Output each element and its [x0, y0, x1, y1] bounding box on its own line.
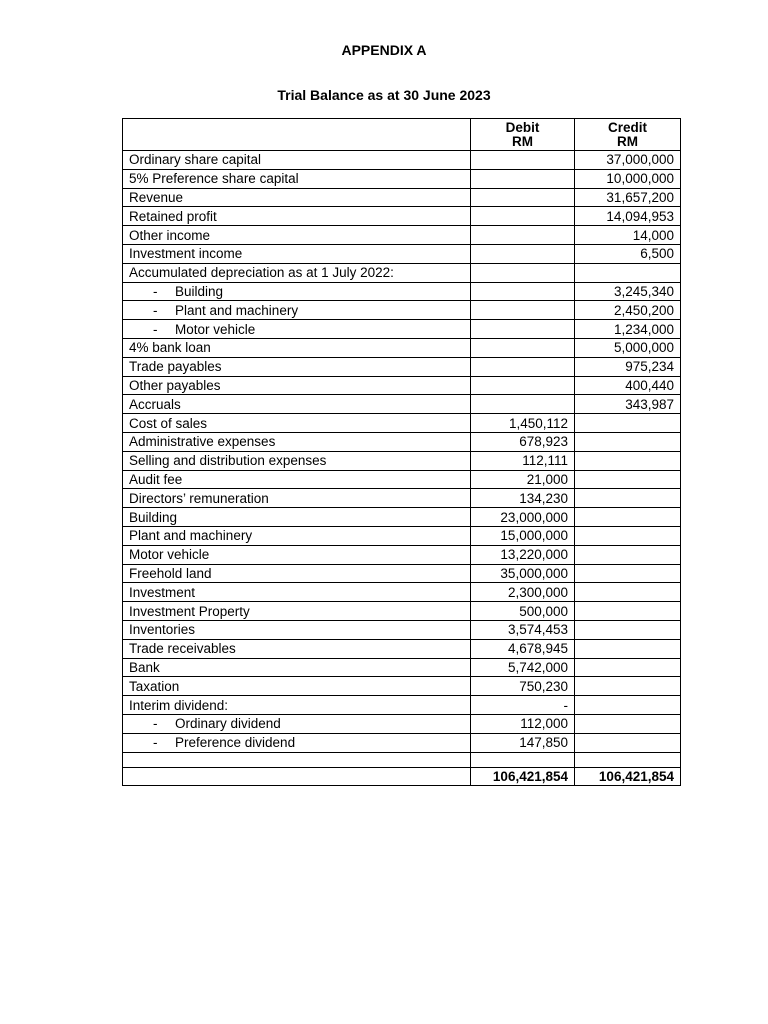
- credit-amount: 975,234: [575, 357, 681, 376]
- table-row: [123, 470, 681, 489]
- blank-cell: [575, 752, 681, 767]
- table-row: [123, 151, 681, 170]
- account-name: [123, 526, 471, 545]
- account-name: [123, 395, 471, 414]
- debit-amount: [471, 226, 575, 245]
- table-row: [123, 244, 681, 263]
- sub-item-marker: -: [153, 283, 158, 299]
- debit-header-unit: RM: [512, 134, 533, 149]
- account-label: Investment income: [129, 246, 243, 262]
- account-column-header: [123, 119, 471, 151]
- table-row: [123, 677, 681, 696]
- credit-amount: [575, 714, 681, 733]
- account-name: [123, 151, 471, 170]
- account-label: Audit fee: [129, 471, 183, 487]
- debit-amount: 21,000: [471, 470, 575, 489]
- debit-amount: 3,574,453: [471, 620, 575, 639]
- credit-header-unit: RM: [617, 134, 638, 149]
- account-name: [123, 282, 471, 301]
- debit-amount: 750,230: [471, 677, 575, 696]
- account-name: [123, 508, 471, 527]
- account-name: [123, 244, 471, 263]
- account-label: Trade payables: [129, 359, 222, 375]
- account-name: [123, 451, 471, 470]
- credit-amount: 10,000,000: [575, 169, 681, 188]
- account-label: Accumulated depreciation as at 1 July 2022:: [129, 265, 394, 281]
- blank-cell: [471, 752, 575, 767]
- credit-amount: [575, 263, 681, 282]
- credit-column-header: [575, 119, 681, 151]
- debit-amount: 5,742,000: [471, 658, 575, 677]
- document-title: Trial Balance as at 30 June 2023: [277, 87, 491, 103]
- blank-cell: [123, 752, 471, 767]
- blank-row: [123, 752, 681, 767]
- sub-item-marker: -: [153, 302, 158, 318]
- account-label: Inventories: [129, 622, 196, 638]
- debit-amount: [471, 395, 575, 414]
- credit-amount: [575, 733, 681, 752]
- account-label: Other income: [129, 227, 211, 243]
- table-row: [123, 301, 681, 320]
- account-label: Retained profit: [129, 208, 217, 224]
- table-row: [123, 620, 681, 639]
- table-row: [123, 714, 681, 733]
- trial-balance-table: [122, 118, 681, 786]
- account-name: [123, 188, 471, 207]
- credit-amount: [575, 451, 681, 470]
- account-label: 4% bank loan: [129, 340, 211, 356]
- credit-amount: 14,000: [575, 226, 681, 245]
- account-label: Motor vehicle: [175, 321, 256, 337]
- debit-amount: [471, 376, 575, 395]
- account-label: Motor vehicle: [129, 547, 210, 563]
- table-row: [123, 263, 681, 282]
- account-label: Revenue: [129, 189, 184, 205]
- debit-column-header: [471, 119, 575, 151]
- credit-amount: 5,000,000: [575, 338, 681, 357]
- credit-amount: [575, 583, 681, 602]
- table-row: [123, 282, 681, 301]
- table-row: [123, 545, 681, 564]
- debit-amount: [471, 301, 575, 320]
- credit-amount: [575, 620, 681, 639]
- account-label: Administrative expenses: [129, 434, 276, 450]
- debit-amount: [471, 169, 575, 188]
- table-row: [123, 395, 681, 414]
- debit-amount: 13,220,000: [471, 545, 575, 564]
- account-label: Plant and machinery: [129, 528, 253, 544]
- table-row: [123, 696, 681, 715]
- debit-amount: 147,850: [471, 733, 575, 752]
- table-row: [123, 451, 681, 470]
- debit-amount: [471, 282, 575, 301]
- account-label: Interim dividend:: [129, 697, 229, 713]
- account-label: Trade receivables: [129, 641, 236, 657]
- table-row: [123, 188, 681, 207]
- account-name: [123, 658, 471, 677]
- account-name: [123, 470, 471, 489]
- debit-amount: 2,300,000: [471, 583, 575, 602]
- debit-amount: 134,230: [471, 489, 575, 508]
- account-name: [123, 677, 471, 696]
- credit-amount: 2,450,200: [575, 301, 681, 320]
- account-name: [123, 414, 471, 433]
- debit-amount: [471, 357, 575, 376]
- table-row: [123, 376, 681, 395]
- table-row: [123, 583, 681, 602]
- account-name: [123, 583, 471, 602]
- credit-amount: 14,094,953: [575, 207, 681, 226]
- totals-row: [123, 767, 681, 785]
- debit-amount: 35,000,000: [471, 564, 575, 583]
- table-row: [123, 320, 681, 339]
- account-label: Investment: [129, 584, 196, 600]
- credit-amount: 3,245,340: [575, 282, 681, 301]
- debit-amount: [471, 338, 575, 357]
- appendix-heading: APPENDIX A: [341, 42, 427, 58]
- debit-amount: 112,111: [471, 451, 575, 470]
- account-label: Accruals: [129, 396, 181, 412]
- debit-amount: 500,000: [471, 602, 575, 621]
- account-name: [123, 357, 471, 376]
- credit-amount: [575, 508, 681, 527]
- credit-amount: [575, 489, 681, 508]
- debit-amount: [471, 244, 575, 263]
- sub-item-marker: -: [153, 735, 158, 751]
- account-name: [123, 320, 471, 339]
- account-name: [123, 226, 471, 245]
- credit-amount: [575, 526, 681, 545]
- credit-amount: [575, 432, 681, 451]
- account-label: Building: [175, 283, 224, 299]
- table-row: [123, 489, 681, 508]
- table-row: [123, 658, 681, 677]
- account-label: Directors’ remuneration: [129, 490, 269, 506]
- account-label: Freehold land: [129, 565, 212, 581]
- account-label: Other payables: [129, 377, 221, 393]
- account-name: [123, 376, 471, 395]
- table-row: [123, 526, 681, 545]
- account-name: [123, 564, 471, 583]
- credit-amount: [575, 602, 681, 621]
- total-credit: 106,421,854: [575, 767, 681, 785]
- credit-amount: 343,987: [575, 395, 681, 414]
- account-label: Ordinary share capital: [129, 152, 262, 168]
- credit-amount: [575, 414, 681, 433]
- account-label: Investment Property: [129, 603, 250, 619]
- account-name: [123, 263, 471, 282]
- account-name: [123, 338, 471, 357]
- table-row: [123, 207, 681, 226]
- credit-amount: [575, 470, 681, 489]
- table-row: [123, 169, 681, 188]
- table-body: [123, 151, 681, 753]
- table-row: [123, 226, 681, 245]
- debit-amount: 678,923: [471, 432, 575, 451]
- account-label: Selling and distribution expenses: [129, 453, 327, 469]
- debit-amount: 1,450,112: [471, 414, 575, 433]
- table-row: [123, 733, 681, 752]
- credit-header-label: Credit: [607, 120, 647, 135]
- table-row: [123, 338, 681, 357]
- debit-header-label: Debit: [505, 120, 540, 135]
- account-label: Bank: [129, 659, 160, 675]
- account-name: [123, 545, 471, 564]
- debit-amount: [471, 263, 575, 282]
- credit-amount: [575, 639, 681, 658]
- credit-amount: [575, 545, 681, 564]
- table-row: [123, 357, 681, 376]
- credit-amount: [575, 696, 681, 715]
- account-label: Building: [129, 509, 178, 525]
- account-name: [123, 696, 471, 715]
- account-label: 5% Preference share capital: [129, 171, 299, 187]
- table-row: [123, 508, 681, 527]
- account-label: Taxation: [129, 678, 180, 694]
- credit-amount: 6,500: [575, 244, 681, 263]
- sub-item-marker: -: [153, 321, 158, 337]
- account-name: [123, 489, 471, 508]
- table-header-row: [123, 119, 681, 151]
- total-debit: 106,421,854: [471, 767, 575, 785]
- account-name: [123, 733, 471, 752]
- debit-amount: -: [471, 696, 575, 715]
- account-name: [123, 620, 471, 639]
- credit-amount: [575, 658, 681, 677]
- debit-amount: 4,678,945: [471, 639, 575, 658]
- account-label: Preference dividend: [175, 735, 296, 751]
- account-name: [123, 602, 471, 621]
- debit-amount: [471, 188, 575, 207]
- credit-amount: 31,657,200: [575, 188, 681, 207]
- account-name: [123, 301, 471, 320]
- table-row: [123, 564, 681, 583]
- debit-amount: [471, 207, 575, 226]
- debit-amount: 23,000,000: [471, 508, 575, 527]
- account-label: Plant and machinery: [175, 302, 299, 318]
- debit-amount: [471, 320, 575, 339]
- account-name: [123, 714, 471, 733]
- table-row: [123, 414, 681, 433]
- account-name: [123, 207, 471, 226]
- account-name: [123, 169, 471, 188]
- debit-amount: 112,000: [471, 714, 575, 733]
- table-row: [123, 432, 681, 451]
- account-label: Ordinary dividend: [175, 716, 281, 732]
- debit-amount: [471, 151, 575, 170]
- debit-amount: 15,000,000: [471, 526, 575, 545]
- table-row: [123, 639, 681, 658]
- account-name: [123, 432, 471, 451]
- credit-amount: [575, 564, 681, 583]
- account-name: [123, 639, 471, 658]
- sub-item-marker: -: [153, 716, 158, 732]
- totals-label-cell: [123, 767, 471, 785]
- credit-amount: 1,234,000: [575, 320, 681, 339]
- account-label: Cost of sales: [129, 415, 208, 431]
- credit-amount: [575, 677, 681, 696]
- credit-amount: 37,000,000: [575, 151, 681, 170]
- credit-amount: 400,440: [575, 376, 681, 395]
- table-row: [123, 602, 681, 621]
